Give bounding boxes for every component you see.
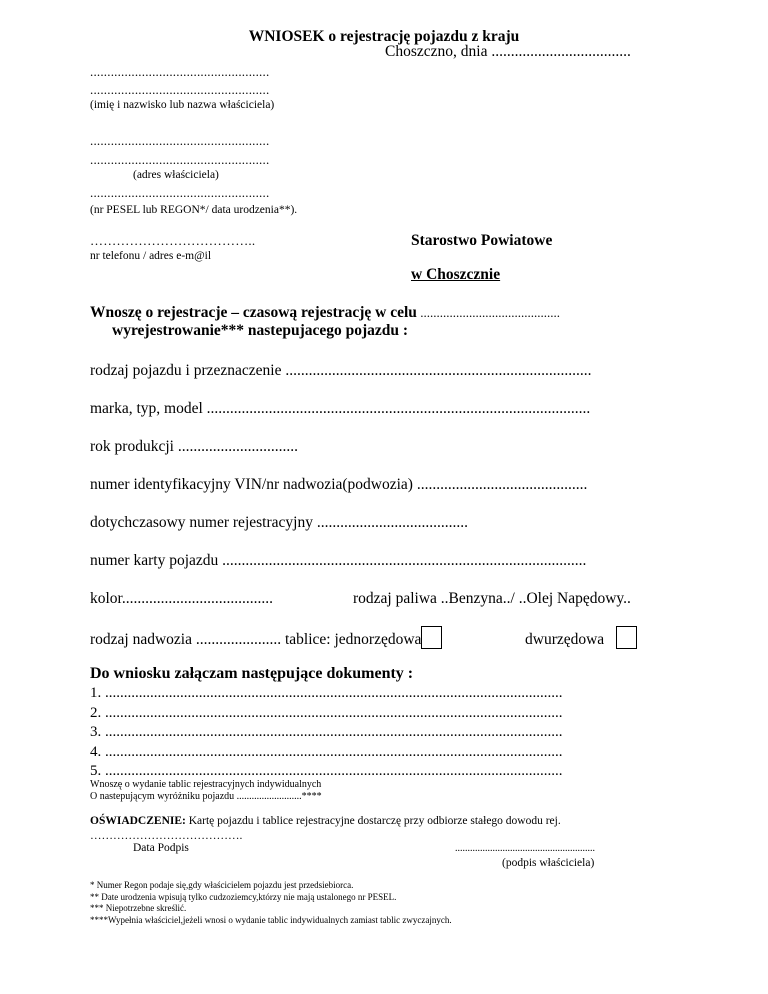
- owner-name-caption: (imię i nazwisko lub nazwa właściciela): [90, 99, 275, 111]
- date-signature-line: ………………………………….: [90, 830, 243, 842]
- footnote: * Numer Regon podaje się,gdy właścicielem pojazdu jest przedsiebiorca.: [90, 880, 354, 890]
- body-type-text: rodzaj nadwozia ...................... tablice: jednorzędowa: [90, 631, 422, 648]
- field-production-year: rok produkcji ...............................: [90, 438, 298, 455]
- pesel-line: ....................................................: [90, 185, 270, 200]
- recipient-city: w Choszcznie: [411, 266, 501, 283]
- field-fuel: rodzaj paliwa ..Benzyna../ ..Olej Napędowy..: [353, 590, 631, 607]
- attachments-list: [90, 684, 563, 782]
- attachment-item: 5. ..........................................................................................................................: [90, 763, 563, 779]
- field-vehicle-type: rodzaj pojazdu i przeznaczenie ...............................................................................: [90, 362, 592, 379]
- owner-signature-line: ........................................................: [455, 843, 595, 854]
- owner-name-line-1: ....................................................: [90, 64, 270, 79]
- date-signature-caption: Data Podpis: [133, 842, 189, 854]
- field-vin: numer identyfikacyjny VIN/nr nadwozia(podwozia) ............................................: [90, 476, 588, 493]
- request-dots: ...........................................: [416, 305, 560, 320]
- field-double-row: [525, 626, 637, 649]
- date-line: Choszczno, dnia ....................................: [385, 43, 631, 60]
- owner-address-line-1: ....................................................: [90, 133, 270, 148]
- owner-address-caption: (adres właściciela): [133, 169, 219, 181]
- field-vehicle-card: numer karty pojazdu ..............................................................................................: [90, 552, 587, 569]
- footnote: *** Niepotrzebne skreślić.: [90, 903, 187, 913]
- pesel-caption: (nr PESEL lub REGON*/ data urodzenia**).: [90, 204, 298, 216]
- attachment-item: 2. ..........................................................................................................................: [90, 704, 563, 721]
- declaration: [90, 815, 561, 827]
- field-body-type: [90, 626, 442, 649]
- owner-address-line-2: ....................................................: [90, 152, 270, 167]
- plates-line-1: Wnoszę o wydanie tablic rejestracyjnych indywidualnych: [90, 779, 322, 790]
- double-row-label: dwurzędowa: [525, 631, 605, 648]
- request-line-2: wyrejestrowanie*** nastepujacego pojazdu :: [112, 322, 409, 339]
- footnotes: [90, 880, 452, 926]
- owner-signature-caption: (podpis właściciela): [502, 857, 595, 869]
- plates-line-2: O nastepującym wyróżniku pojazdu ..........................****: [90, 791, 322, 802]
- double-row-checkbox[interactable]: [616, 626, 637, 649]
- single-row-checkbox[interactable]: [421, 626, 442, 649]
- owner-name-line-2: ....................................................: [90, 82, 270, 97]
- field-make-model: marka, typ, model ...................................................................................................: [90, 400, 591, 417]
- declaration-label: OŚWIADCZENIE:: [90, 815, 186, 827]
- attachment-item: 1. ..........................................................................................................................: [90, 685, 563, 701]
- request-line-1: [90, 304, 560, 322]
- declaration-text: Kartę pojazdu i tablice rejestracyjne dostarczę przy odbiorze stałego dowodu rej.: [185, 815, 561, 827]
- attachments-heading: Do wniosku załączam następujące dokumenty :: [90, 665, 414, 682]
- form-title: WNIOSEK o rejestrację pojazdu z kraju: [248, 28, 520, 45]
- field-color: kolor.......................................: [90, 590, 273, 607]
- phone-line: ………………………………..: [90, 233, 256, 248]
- footnote: ** Date urodzenia wpisują tylko cudzoziemcy,którzy nie mają ustalonego nr PESEL.: [90, 891, 397, 902]
- footnote: ****Wypełnia właściciel,jeżeli wnosi o wydanie tablic indywidualnych zamiast tablic zwyczajnych.: [90, 914, 452, 925]
- attachment-item: 4. ..........................................................................................................................: [90, 743, 563, 760]
- recipient-office: Starostwo Powiatowe: [411, 232, 553, 249]
- phone-caption: nr telefonu / adres e-m@il: [90, 250, 212, 262]
- request-bold-text: Wnoszę o rejestracje – czasową rejestrację w celu: [90, 304, 417, 321]
- attachment-item: 3. ..........................................................................................................................: [90, 724, 563, 740]
- field-prev-registration: dotychczasowy numer rejestracyjny .......................................: [90, 514, 468, 531]
